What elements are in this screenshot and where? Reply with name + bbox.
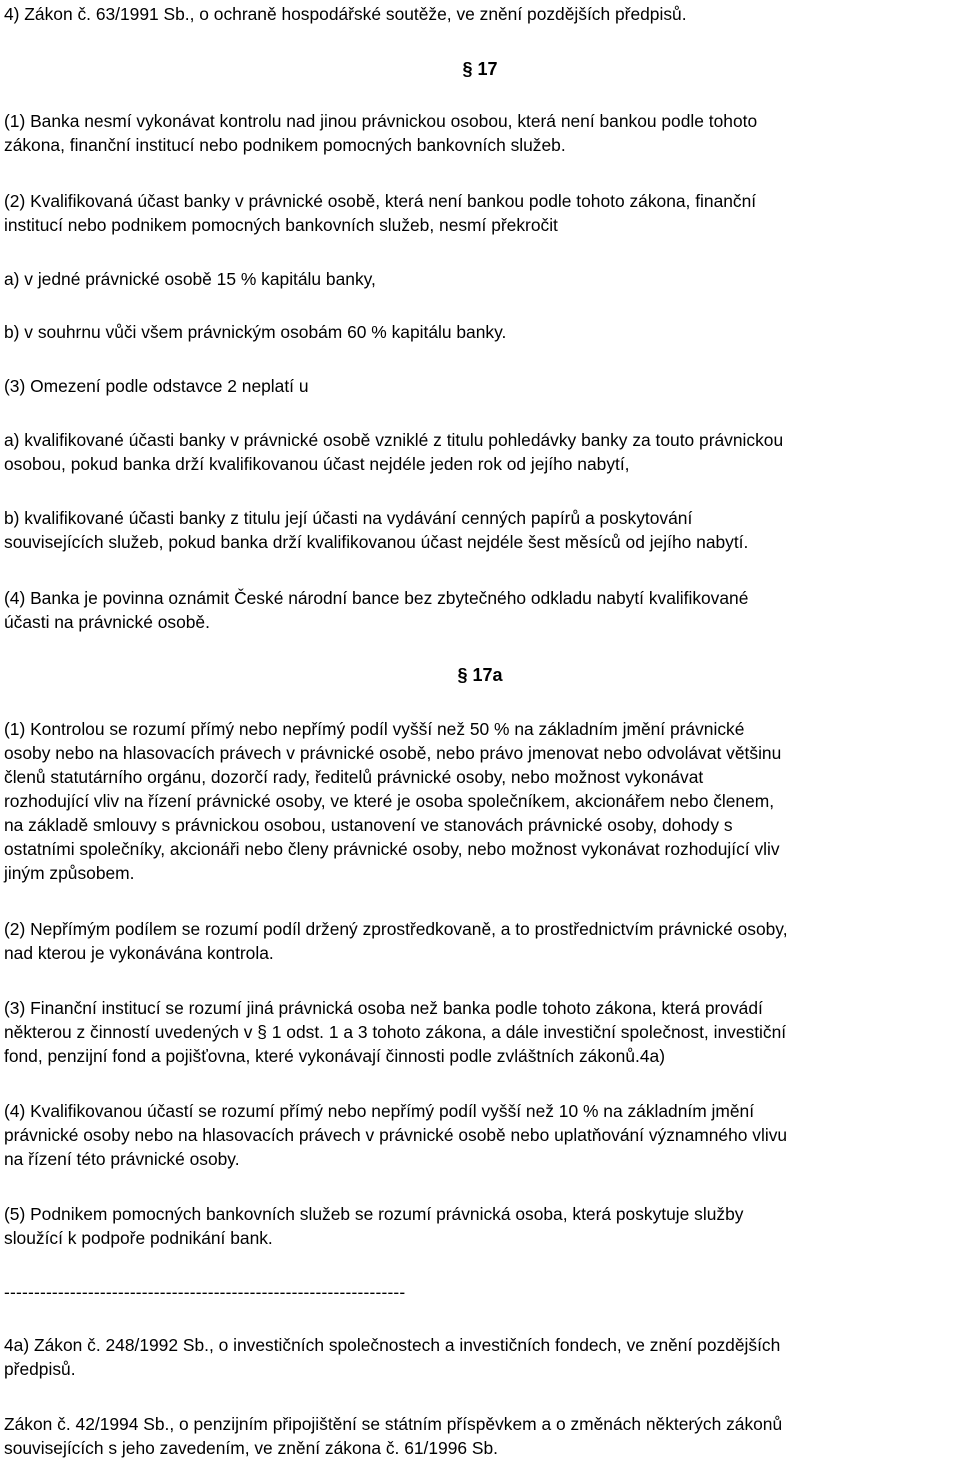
paragraph-17a-2: (2) Nepřímým podílem se rozumí podíl držený zprostředkovaně, a to prostřednictvím právnické osoby, nad kterou je vykonávána kontrola. (4, 919, 788, 963)
section-heading-17: § 17 (462, 59, 498, 79)
paragraph-17-3-a: a) kvalifikované účasti banky v právnické osobě vzniklé z titulu pohledávky banky za touto právnickou osobou, pokud banka drží kvalifikovanou účast nejdéle jeden rok od jejího nabytí, (4, 430, 784, 474)
paragraph-17a-3: (3) Finanční institucí se rozumí jiná právnická osoba než banka podle tohoto zákona, která provádí některou z činností uvedených v § 1 odst. 1 a 3 tohoto zákona, a dále investiční společnost, investiční fond, penzijní fond a pojišťovna, které vykonávají činnosti podle zvláštních zákonů.4a) (4, 998, 787, 1066)
paragraph-17-2-b: b) v souhrnu vůči všem právnickým osobám 60 % kapitálu banky. (4, 322, 507, 342)
paragraph-17a-4: (4) Kvalifikovanou účastí se rozumí přímý nebo nepřímý podíl vyšší než 10 % na základním jmění právnické osoby nebo na hlasovacích právech v právnické osobě nebo uplatňování významného vlivu na řízení této právnické osoby. (4, 1101, 788, 1169)
footnote-4: 4) Zákon č. 63/1991 Sb., o ochraně hospodářské soutěže, ve znění pozdějších předpisů. (4, 4, 687, 24)
section-heading-17a: § 17a (457, 665, 503, 685)
paragraph-17-2-a: a) v jedné právnické osobě 15 % kapitálu banky, (4, 269, 376, 289)
paragraph-17-3-b: b) kvalifikované účasti banky z titulu její účasti na vydávání cenných papírů a poskytování souvisejících služeb, pokud banka drží kvalifikovanou účast nejdéle šest měsíců od jejího nabytí. (4, 508, 749, 552)
paragraph-17-2: (2) Kvalifikovaná účast banky v právnické osobě, která není bankou podle tohoto zákona, finanční institucí nebo podnikem pomocných bankovních služeb, nesmí překročit (4, 191, 757, 235)
paragraph-17a-1: (1) Kontrolou se rozumí přímý nebo nepřímý podíl vyšší než 50 % na základním jmění právnické osoby nebo na hlasovacích právech v právnické osobě, nebo právo jmenovat nebo odvolávat většinu členů statutárního orgánu, dozorčí rady, ředitelů právnické osoby, nebo možnost vykonávat rozhodující vliv na řízení právnické osoby, ve které je osoba společníkem, akcionářem nebo členem, na základě smlouvy s právnickou osobou, ustanovení ve stanovách právnické osoby, dohody s ostatními společníky, akcionáři nebo členy právnické osoby, nebo možnost vykonávat rozhodující vliv jiným způsobem. (4, 719, 782, 883)
footnote-4a: 4a) Zákon č. 248/1992 Sb., o investičních společnostech a investičních fondech, ve znění pozdějších předpisů. (4, 1335, 781, 1379)
footnote-zakon-42-1994: Zákon č. 42/1994 Sb., o penzijním připojištění se státním příspěvkem a o změnách některých zákonů souvisejících s jeho zavedením, ve znění zákona č. 61/1996 Sb. (4, 1414, 783, 1458)
paragraph-17-3: (3) Omezení podle odstavce 2 neplatí u (4, 376, 309, 396)
footnote-divider: ------------------------------------------------------------------- (4, 1282, 406, 1302)
paragraph-17-1: (1) Banka nesmí vykonávat kontrolu nad jinou právnickou osobou, která není bankou podle tohoto zákona, finanční institucí nebo podnikem pomocných bankovních služeb. (4, 111, 758, 155)
paragraph-17a-5: (5) Podnikem pomocných bankovních služeb se rozumí právnická osoba, která poskytuje služby sloužící k podpoře podnikání bank. (4, 1204, 744, 1248)
paragraph-17-4: (4) Banka je povinna oznámit České národní bance bez zbytečného odkladu nabytí kvalifikované účasti na právnické osobě. (4, 588, 749, 632)
